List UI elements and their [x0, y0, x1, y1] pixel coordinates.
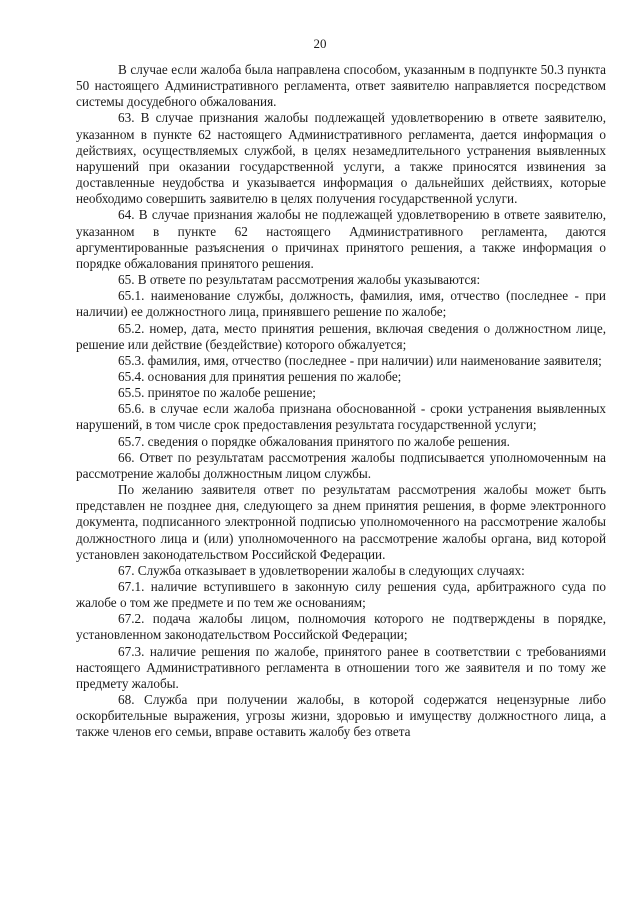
paragraph-67-1: 67.1. наличие вступившего в законную силу решения суда, арбитражного суда по жалобе о том же предмете и по тем же основаниям;	[76, 579, 606, 611]
paragraph-65-4: 65.4. основания для принятия решения по жалобе;	[118, 368, 402, 384]
paragraph-65-5: 65.5. принятое по жалобе решение;	[118, 385, 316, 401]
paragraph-67-2: 67.2. подача жалобы лицом, полномочия которого не подтверждены в порядке, установленном законодательством Российской Федерации;	[76, 611, 606, 643]
paragraph-67: 67. Служба отказывает в удовлетворении жалобы в следующих случаях:	[118, 562, 525, 578]
page-number: 20	[313, 36, 327, 51]
paragraph-65: 65. В ответе по результатам рассмотрения жалобы указываются:	[118, 272, 481, 288]
paragraph-65-2: 65.2. номер, дата, место принятия решения, включая сведения о должностном лице, решение или действие (бездействие) которого обжалуется;	[76, 320, 606, 352]
paragraph-64: 64. В случае признания жалобы не подлежащей удовлетворению в ответе заявителю, указанном в пункте 62 настоящего Административного регламента, даются аргументированные разъяснения о причинах принятого решения, а также информация о порядке обжалования принятого решения.	[76, 207, 606, 271]
paragraph-63: 63. В случае признания жалобы подлежащей удовлетворению в ответе заявителю, указанном в пункте 62 настоящего Административного регламента, дается информация о действиях, осуществляемых службой, в целях незамедлительного устранения выявленных нарушений при оказании государственной услуги, а также приносятся извинения за доставленные неудобства и указывается информация о дальнейших действиях, которые необходимо совершить заявителю в целях получения государственной услуги.	[76, 110, 606, 207]
paragraph-68: 68. Служба при получении жалобы, в которой содержатся нецензурные либо оскорбительные выражения, угрозы жизни, здоровью и имуществу должностного лица, а также членов его семьи, вправе оставить жалобу без ответа	[76, 692, 606, 740]
paragraph-66: 66. Ответ по результатам рассмотрения жалобы подписывается уполномоченным на рассмотрение жалобы должностным лицом службы.	[76, 449, 606, 481]
paragraph-65-3: 65.3. фамилия, имя, отчество (последнее - при наличии) или наименование заявителя;	[118, 352, 602, 368]
paragraph-65-6: 65.6. в случае если жалоба признана обоснованной - сроки устранения выявленных нарушений, в том числе срок предоставления результата государственной услуги;	[76, 401, 606, 433]
paragraph-65-7: 65.7. сведения о порядке обжалования принятого по жалобе решения.	[118, 433, 510, 449]
paragraph-67-3: 67.3. наличие решения по жалобе, принятого ранее в соответствии с требованиями настоящего Административного регламента в отношении того же заявителя и по тому же предмету жалобы.	[76, 643, 606, 691]
paragraph-66-electronic: По желанию заявителя ответ по результатам рассмотрения жалобы может быть представлен не позднее дня, следующего за днем принятия решения, в форме электронного документа, подписанного электронной подписью уполномоченного на рассмотрение жалобы должностного лица и (или) уполномоченного на рассмотрение жалобы органа, вид которой установлен законодательством Российской Федерации.	[76, 482, 606, 562]
document-body	[76, 62, 606, 741]
paragraph-intro: В случае если жалоба была направлена способом, указанным в подпункте 50.3 пункта 50 настоящего Административного регламента, ответ заявителю направляется посредством системы досудебного обжалования.	[76, 62, 606, 110]
paragraph-65-1: 65.1. наименование службы, должность, фамилия, имя, отчество (последнее - при наличии) ее должностного лица, принявшего решение по жалобе;	[76, 288, 606, 320]
